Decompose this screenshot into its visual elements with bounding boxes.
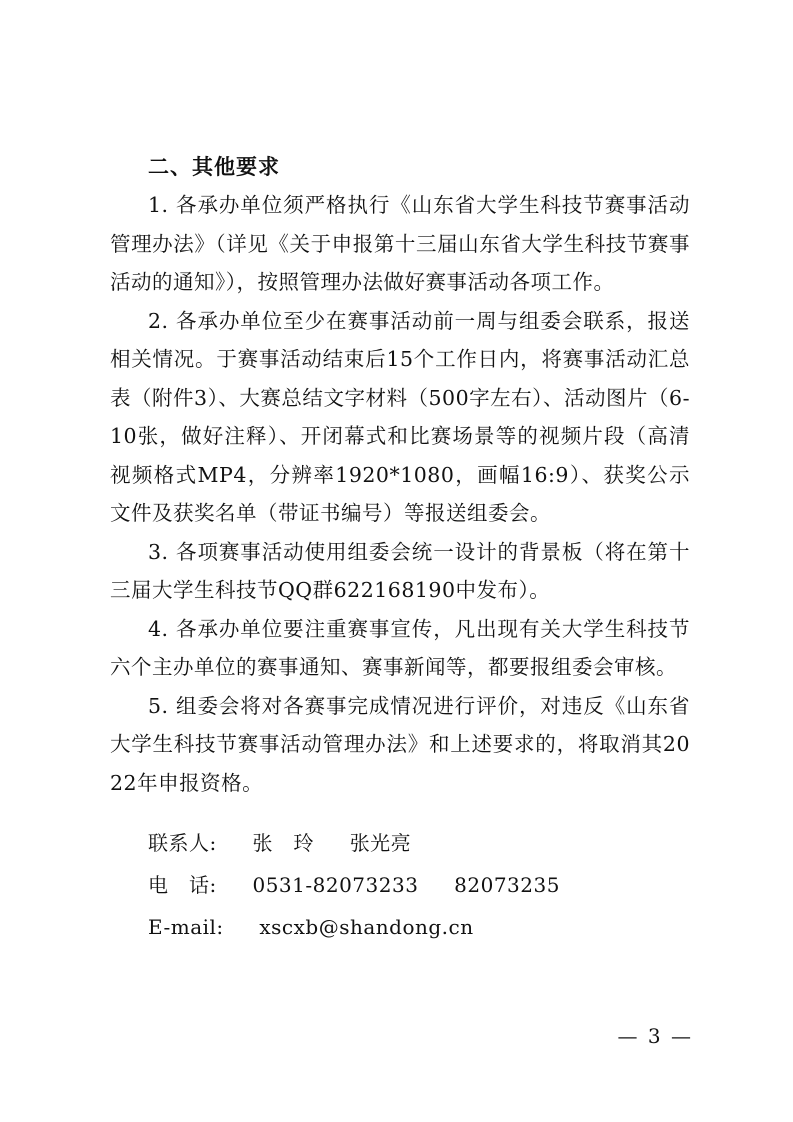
contact-phone-label: 电 话: — [148, 873, 217, 897]
contact-email: xscxb@shandong.cn — [259, 915, 474, 939]
contact-person-1: 张 玲 — [252, 831, 314, 855]
requirement-paragraph-2: 2. 各承办单位至少在赛事活动前一周与组委会联系，报送相关情况。于赛事活动结束后15个工作日内，将赛事活动汇总表（附件3）、大赛总结文字材料（500字左右）、活动图片（6-10张，做好注释）、开闭幕式和比赛场景等的视频片段（高清视频格式MP4，分辨率1920*1080，画幅16:9）、获奖公示文件及获奖名单（带证书编号）等报送组委会。 — [110, 308, 690, 525]
contact-person-2: 张光亮 — [349, 831, 412, 855]
requirement-paragraph-4: 4. 各承办单位要注重赛事宣传，凡出现有关大学生科技节六个主办单位的赛事通知、赛事新闻等，都要报组委会审核。 — [110, 616, 690, 679]
contact-email-row — [148, 906, 690, 948]
document-body — [110, 148, 690, 948]
contact-person-label: 联系人: — [148, 831, 217, 855]
section-heading: 二、其他要求 — [148, 155, 280, 179]
contact-block — [110, 822, 690, 948]
contact-phone-1: 0531-82073233 — [252, 873, 419, 897]
requirement-paragraph-1: 1. 各承办单位须严格执行《山东省大学生科技节赛事活动管理办法》（详见《关于申报第十三届山东省大学生科技节赛事活动的通知》），按照管理办法做好赛事活动各项工作。 — [110, 193, 690, 294]
page-number: — 3 — — [617, 1024, 693, 1048]
contact-person-row — [148, 822, 690, 864]
contact-email-label: E-mail: — [148, 915, 224, 939]
contact-phone-row — [148, 864, 690, 906]
requirement-paragraph-5: 5. 组委会将对各赛事完成情况进行评价，对违反《山东省大学生科技节赛事活动管理办法》和上述要求的，将取消其2022年申报资格。 — [110, 693, 690, 795]
contact-phone-2: 82073235 — [454, 873, 560, 897]
requirement-paragraph-3: 3. 各项赛事活动使用组委会统一设计的背景板（将在第十三届大学生科技节QQ群622168190中发布）。 — [110, 539, 690, 602]
